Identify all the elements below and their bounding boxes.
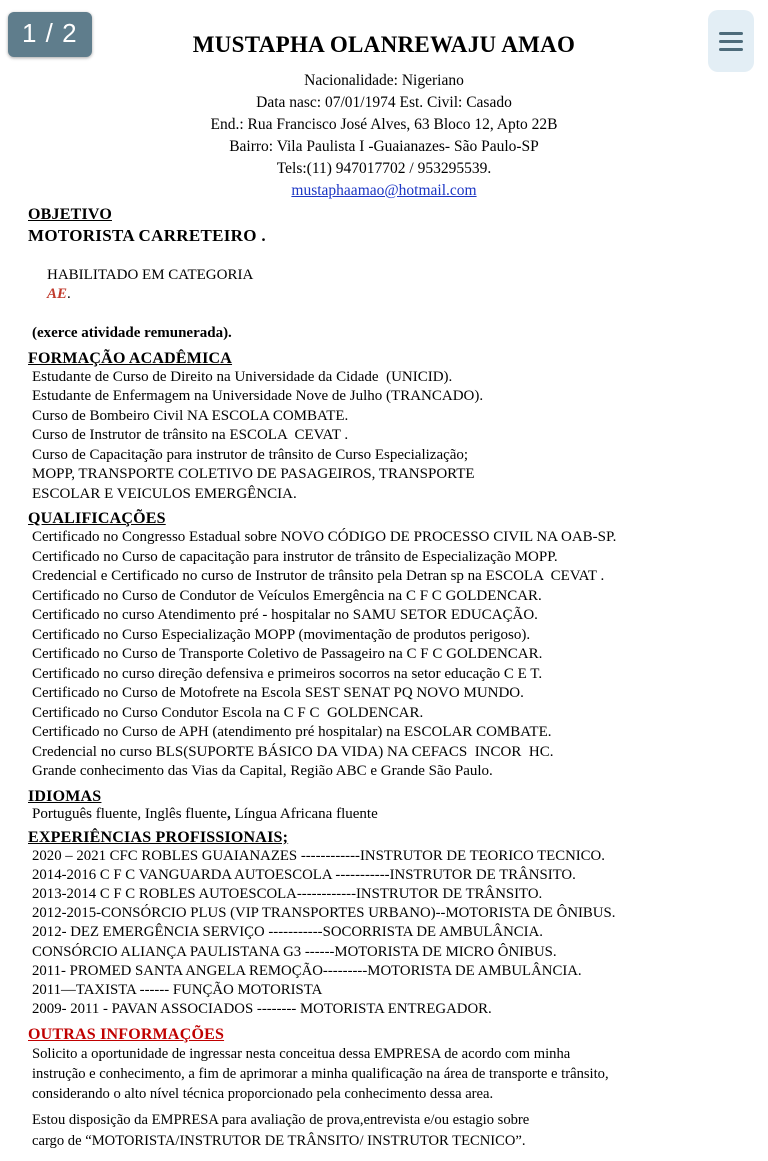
list-item: Curso de Instrutor de trânsito na ESCOLA CEVAT . bbox=[32, 427, 349, 443]
personal-line: Data nasc: 07/01/1974 Est. Civil: Casado bbox=[256, 94, 512, 111]
list-item: Curso de Capacitação para instrutor de trânsito de Curso Especialização; bbox=[32, 446, 469, 463]
section-heading-idiomas: IDIOMAS bbox=[28, 787, 102, 805]
list-item: Certificado no Curso de APH (atendimento pré hospitalar) na ESCOLAR COMBATE. bbox=[32, 724, 552, 740]
list-item: 2020 – 2021 CFC ROBLES GUAIANAZES ------------INSTRUTOR DE TEORICO TECNICO. bbox=[32, 847, 605, 864]
idiomas-line bbox=[28, 806, 740, 823]
list-item: Certificado no Congresso Estadual sobre NOVO CÓDIGO DE PROCESSO CIVIL NA OAB-SP. bbox=[32, 529, 617, 545]
section-heading-formacao: FORMAÇÃO ACADÊMICA bbox=[28, 349, 233, 367]
section-heading-outras-informacoes: OUTRAS INFORMAÇÕES bbox=[28, 1025, 225, 1043]
list-item: MOPP, TRANSPORTE COLETIVO DE PASAGEIROS, TRANSPORTE bbox=[32, 466, 475, 482]
list-item: Certificado no Curso Condutor Escola na C F C GOLDENCAR. bbox=[32, 704, 424, 721]
paragraph-line: cargo de “MOTORISTA/INSTRUTOR DE TRÂNSITO/ INSTRUTOR TECNICO”. bbox=[32, 1132, 526, 1149]
section-heading-qualificacoes: QUALIFICAÇÕES bbox=[28, 510, 166, 527]
list-item: Certificado no Curso de Condutor de Veículos Emergência na C F C GOLDENCAR. bbox=[32, 587, 542, 604]
personal-info-block bbox=[28, 70, 740, 180]
list-item: Certificado no Curso de Transporte Coletivo de Passageiro na C F C GOLDENCAR. bbox=[32, 646, 543, 662]
list-item: Credencial e Certificado no curso de Instrutor de trânsito pela Detran sp na ESCOLA CEVAT . bbox=[32, 568, 605, 584]
list-item: CONSÓRCIO ALIANÇA PAULISTANA G3 ------MOTORISTA DE MICRO ÔNIBUS. bbox=[32, 943, 557, 960]
list-item: Certificado no Curso de Motofrete na Escola SEST SENAT PQ NOVO MUNDO. bbox=[32, 685, 524, 701]
experiencias-list bbox=[28, 847, 740, 1020]
personal-line: Bairro: Vila Paulista I -Guaianazes- São Paulo-SP bbox=[229, 138, 539, 155]
habilitado-suffix: . bbox=[67, 286, 71, 302]
list-item: Certificado no curso Atendimento pré - hospitalar no SAMU SETOR EDUCAÇÃO. bbox=[32, 607, 538, 623]
list-item: Certificado no Curso de capacitação para instrutor de trânsito de Especialização MOPP. bbox=[32, 548, 558, 565]
paragraph-line: Solicito a oportunidade de ingressar nesta conceitua dessa EMPRESA de acordo com minha bbox=[32, 1045, 571, 1062]
paragraph-line: Estou disposição da EMPRESA para avaliação de prova,entrevista e/ou estagio sobre bbox=[32, 1112, 530, 1129]
personal-line: End.: Rua Francisco José Alves, 63 Bloco 12, Apto 22B bbox=[210, 116, 558, 133]
formacao-list bbox=[28, 368, 740, 505]
menu-button[interactable] bbox=[708, 10, 754, 72]
idiomas-part-b: , bbox=[226, 805, 231, 822]
paragraph-line: instrução e conhecimento, a fim de aprimorar a minha qualificação na área de transporte e trânsito, bbox=[32, 1065, 609, 1082]
objetivo-habilitado bbox=[28, 246, 740, 324]
list-item: 2011—TAXISTA ------ FUNÇÃO MOTORISTA bbox=[32, 982, 323, 999]
paragraph-spacer bbox=[28, 1104, 740, 1110]
list-item: 2014-2016 C F C VANGUARDA AUTOESCOLA -----------INSTRUTOR DE TRÂNSITO. bbox=[32, 866, 576, 883]
list-item: Certificado no Curso Especialização MOPP (movimentação de produtos perigoso). bbox=[32, 626, 531, 643]
list-item: 2012-2015-CONSÓRCIO PLUS (VIP TRANSPORTES URBANO)--MOTORISTA DE ÔNIBUS. bbox=[32, 905, 616, 922]
list-item: Credencial no curso BLS(SUPORTE BÁSICO DA VIDA) NA CEFACS INCOR HC. bbox=[32, 743, 554, 760]
personal-line: Tels:(11) 947017702 / 953295539. bbox=[276, 160, 492, 177]
page-indicator: 1 / 2 bbox=[8, 12, 92, 57]
habilitado-prefix: HABILITADO EM CATEGORIA bbox=[47, 266, 254, 283]
section-heading-objetivo: OBJETIVO bbox=[28, 206, 112, 223]
page-title: MUSTAPHA OLANREWAJU AMAO bbox=[192, 32, 576, 57]
list-item: Curso de Bombeiro Civil NA ESCOLA COMBATE. bbox=[32, 407, 349, 424]
qualificacoes-list bbox=[28, 528, 740, 782]
hamburger-menu-icon bbox=[719, 32, 743, 51]
outras-paragraph-2 bbox=[28, 1111, 740, 1151]
list-item: Certificado no curso direção defensiva e primeiros socorros na setor educação C E T. bbox=[32, 665, 543, 682]
email-line bbox=[28, 182, 740, 200]
paragraph-line: considerando o alto nível técnica proporcionado pela conhecimento dessa area. bbox=[32, 1086, 494, 1103]
list-item: ESCOLAR E VEICULOS EMERGÊNCIA. bbox=[32, 485, 297, 502]
outras-paragraph-1 bbox=[28, 1045, 740, 1105]
list-item: 2009- 2011 - PAVAN ASSOCIADOS -------- MOTORISTA ENTREGADOR. bbox=[32, 1001, 492, 1018]
habilitado-categoria: AE bbox=[47, 286, 68, 302]
objetivo-role: MOTORISTA CARRETEIRO . bbox=[28, 226, 266, 245]
list-item: Grande conhecimento das Vias da Capital, Região ABC e Grande São Paulo. bbox=[32, 763, 493, 779]
email-link[interactable]: mustaphaamao@hotmail.com bbox=[291, 182, 477, 199]
personal-line: Nacionalidade: Nigeriano bbox=[304, 72, 464, 89]
list-item: Estudante de Curso de Direito na Universidade da Cidade (UNICID). bbox=[32, 368, 453, 385]
objetivo-exerce: (exerce atividade remunerada). bbox=[32, 325, 232, 341]
idiomas-part-a: Português fluente, Inglês fluente bbox=[32, 805, 227, 822]
list-item: 2011- PROMED SANTA ANGELA REMOÇÃO---------MOTORISTA DE AMBULÂNCIA. bbox=[32, 962, 582, 979]
section-heading-experiencias: EXPERIÊNCIAS PROFISSIONAIS; bbox=[28, 828, 289, 846]
list-item: 2012- DEZ EMERGÊNCIA SERVIÇO -----------SOCORRISTA DE AMBULÂNCIA. bbox=[32, 924, 543, 941]
list-item: Estudante de Enfermagem na Universidade Nove de Julho (TRANCADO). bbox=[32, 388, 484, 404]
list-item: 2013-2014 C F C ROBLES AUTOESCOLA------------INSTRUTOR DE TRÂNSITO. bbox=[32, 885, 543, 902]
idiomas-part-c: Língua Africana fluente bbox=[230, 805, 378, 822]
